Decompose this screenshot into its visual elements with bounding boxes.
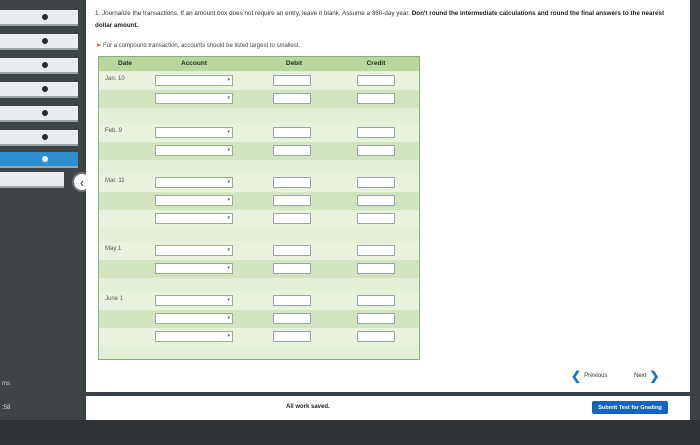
dropdown-caret-icon: ▾ (227, 77, 230, 83)
dropdown-caret-icon: ▾ (227, 315, 230, 321)
debit-input[interactable] (273, 295, 311, 306)
nav-dot-icon (42, 156, 48, 162)
journal-row (99, 310, 419, 328)
account-select[interactable] (155, 295, 233, 306)
hint-text: For a compound transaction, accounts should be listed largest to smallest. (103, 43, 301, 49)
credit-input[interactable] (357, 331, 395, 342)
dropdown-caret-icon: ▾ (227, 265, 230, 271)
journal-table (98, 56, 420, 360)
journal-row (99, 192, 419, 210)
account-select[interactable] (155, 195, 233, 206)
debit-input[interactable] (273, 127, 311, 138)
credit-input[interactable] (357, 263, 395, 274)
debit-input[interactable] (273, 331, 311, 342)
account-select[interactable] (155, 213, 233, 224)
journal-header (99, 57, 419, 71)
nav-dot-icon (42, 38, 48, 44)
account-select[interactable] (155, 177, 233, 188)
account-select[interactable] (155, 331, 233, 342)
timer-label: :58 (2, 405, 11, 411)
journal-row (99, 72, 419, 90)
previous-label: Previous (584, 373, 608, 379)
question-nav-item[interactable] (0, 106, 78, 122)
nav-dot-icon (42, 14, 48, 20)
account-select[interactable] (155, 93, 233, 104)
journal-row (99, 292, 419, 310)
bottom-strip (0, 420, 700, 445)
question-rounding-note: Don't round the intermediate calculations and round the final answers to the nearest dollar amount. (95, 10, 665, 29)
chevron-left-icon: ❮ (571, 369, 582, 383)
previous-button[interactable] (571, 370, 607, 382)
debit-input[interactable] (273, 213, 311, 224)
question-nav-item[interactable] (0, 34, 78, 50)
credit-input[interactable] (357, 213, 395, 224)
entry-date: Jan. 10 (105, 76, 125, 82)
question-nav-item[interactable] (0, 82, 78, 98)
credit-input[interactable] (357, 75, 395, 86)
nav-dot-icon (42, 134, 48, 140)
header-debit: Debit (285, 60, 303, 67)
debit-input[interactable] (273, 75, 311, 86)
journal-row (99, 260, 419, 278)
chevron-left-icon: ‹ (79, 174, 85, 190)
rail-label: ms (2, 381, 10, 387)
header-credit: Credit (366, 60, 386, 67)
question-text (95, 8, 680, 32)
credit-input[interactable] (357, 145, 395, 156)
credit-input[interactable] (357, 313, 395, 324)
dropdown-caret-icon: ▾ (227, 297, 230, 303)
footer-bar (86, 396, 690, 420)
chevron-right-icon: ❯ (649, 369, 660, 383)
dropdown-caret-icon: ▾ (227, 129, 230, 135)
entry-date: Feb. 9 (105, 128, 123, 134)
question-number: 1. (95, 10, 101, 17)
question-nav-item[interactable] (0, 10, 78, 26)
entry-date: Mar. 11 (105, 178, 125, 184)
next-button[interactable] (634, 370, 659, 382)
hint-line (96, 42, 300, 49)
dropdown-caret-icon: ▾ (227, 179, 230, 185)
account-select[interactable] (155, 263, 233, 274)
debit-input[interactable] (273, 93, 311, 104)
journal-row (99, 210, 419, 228)
dropdown-caret-icon: ▾ (227, 147, 230, 153)
entry-date: May 1 (105, 246, 122, 252)
journal-row (99, 242, 419, 260)
dropdown-caret-icon: ▾ (227, 215, 230, 221)
question-instructions: Journalize the transactions. If an amount box does not require an entry, leave it blank. Assume a 360-day year. (100, 10, 410, 17)
question-panel (86, 0, 690, 392)
header-account: Account (181, 60, 207, 67)
account-select[interactable] (155, 313, 233, 324)
credit-input[interactable] (357, 127, 395, 138)
credit-input[interactable] (357, 195, 395, 206)
account-select[interactable] (155, 127, 233, 138)
account-select[interactable] (155, 245, 233, 256)
account-select[interactable] (155, 75, 233, 86)
credit-input[interactable] (357, 177, 395, 188)
dropdown-caret-icon: ▾ (227, 333, 230, 339)
dropdown-caret-icon: ▾ (227, 95, 230, 101)
dropdown-caret-icon: ▾ (227, 247, 230, 253)
question-nav-item[interactable] (0, 58, 78, 74)
debit-input[interactable] (273, 313, 311, 324)
debit-input[interactable] (273, 177, 311, 188)
save-status: All work saved. (286, 404, 330, 410)
journal-row (99, 124, 419, 142)
dropdown-caret-icon: ▾ (227, 197, 230, 203)
question-nav-item-active[interactable] (0, 152, 78, 168)
nav-dot-icon (42, 86, 48, 92)
nav-dot-icon (42, 110, 48, 116)
credit-input[interactable] (357, 295, 395, 306)
journal-row (99, 142, 419, 160)
journal-row (99, 328, 419, 346)
account-select[interactable] (155, 145, 233, 156)
submit-test-button[interactable]: Submit Test for Grading (592, 401, 668, 414)
entry-date: June 1 (105, 296, 124, 302)
question-navigator (0, 0, 85, 445)
question-nav-item[interactable] (0, 130, 78, 146)
debit-input[interactable] (273, 245, 311, 256)
header-date: Date (117, 60, 133, 67)
debit-input[interactable] (273, 263, 311, 274)
debit-input[interactable] (273, 195, 311, 206)
journal-row (99, 174, 419, 192)
question-nav-item[interactable] (0, 172, 64, 188)
credit-input[interactable] (357, 245, 395, 256)
next-label: Next (634, 373, 647, 379)
journal-row (99, 90, 419, 108)
arrow-hint-icon: ➤ (96, 43, 102, 49)
credit-input[interactable] (357, 93, 395, 104)
nav-dot-icon (42, 62, 48, 68)
debit-input[interactable] (273, 145, 311, 156)
